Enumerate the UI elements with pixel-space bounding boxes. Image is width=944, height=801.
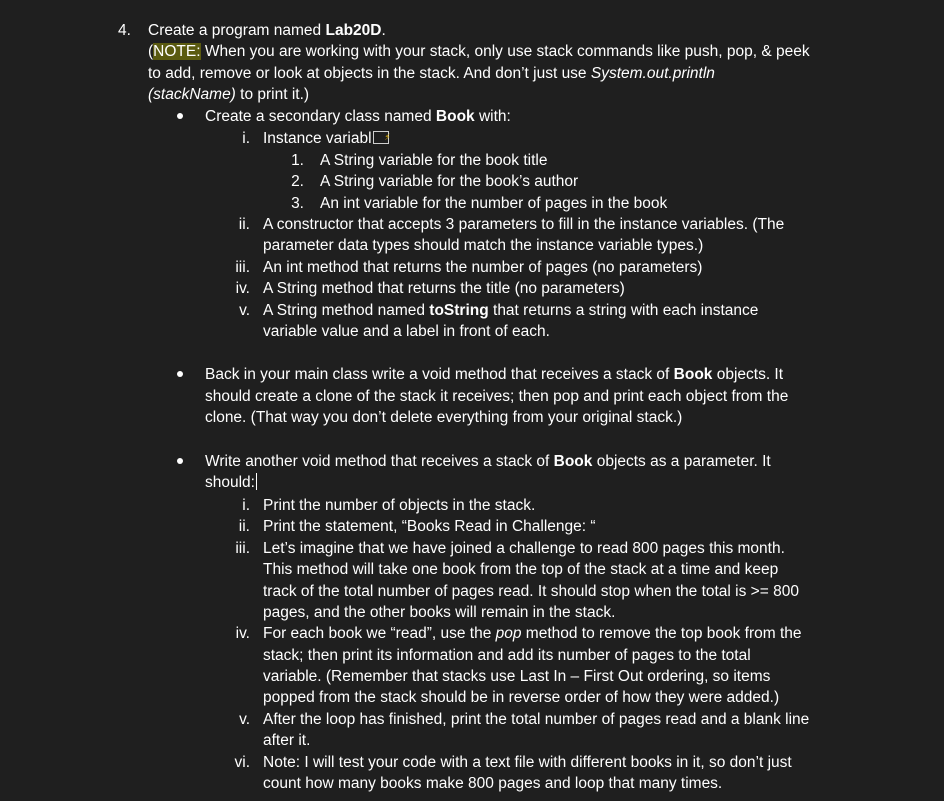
list-number: 2. (291, 173, 304, 190)
bullet3-should: should: (205, 474, 255, 491)
instance-variables-text: Instance variabl (263, 130, 372, 147)
step-pop-post: method to remove the top book from the (521, 625, 802, 642)
bullet1-pre: Create a secondary class named (205, 108, 436, 125)
constructor-line-2: parameter data types should match the instance variable types.) (263, 237, 704, 254)
tostring-method-name: toString (429, 302, 489, 319)
note-line-1 (148, 41, 810, 62)
class-name-book: Book (553, 453, 593, 470)
bullet3-pre: Write another void method that receives a stack of (205, 453, 554, 470)
tostring-line-1 (263, 300, 758, 321)
note-open: ( (148, 43, 154, 60)
step-pop-line-1 (263, 623, 802, 644)
note-text-1: When you are working with your stack, only use stack commands like push, pop, & peek (200, 43, 810, 60)
class-name-book: Book (435, 108, 475, 125)
roman-iii: iii. (235, 540, 250, 557)
step-challenge-line-3: track of the total number of pages read. It should stop when the total is >= 800 (263, 583, 799, 600)
step-pop-pre: For each book we “read”, use the (263, 625, 496, 642)
note-text-3: to print it.) (235, 86, 310, 103)
bullet3-line-2[interactable] (205, 472, 257, 493)
bullet1-post: with: (474, 108, 511, 125)
bullet2-line-1 (205, 364, 783, 385)
roman-iv: iv. (235, 625, 250, 642)
class-name-book: Book (673, 366, 713, 383)
bullet-dot (177, 113, 183, 119)
step-pop-line-3: variable. (Remember that stacks use Last In – First Out ordering, so items (263, 668, 771, 685)
bullet2-pre: Back in your main class write a void method that receives a stack of (205, 366, 674, 383)
item-number: 4. (118, 22, 131, 39)
list-number: 1. (291, 152, 304, 169)
actions-icon[interactable] (373, 131, 389, 144)
list-item: A String variable for the book’s author (320, 173, 579, 190)
roman-i: i. (242, 130, 250, 147)
bullet3-line-1 (205, 451, 771, 472)
note-line-3 (148, 84, 309, 105)
code-println: System.out.println (590, 65, 715, 82)
bullet3-post: objects as a parameter. It (592, 453, 771, 470)
title-post: . (381, 22, 386, 39)
roman-vi: vi. (234, 754, 250, 771)
tostring-pre: A String method named (263, 302, 430, 319)
step-print-statement: Print the statement, “Books Read in Challenge: “ (263, 518, 596, 535)
roman-ii: ii. (238, 518, 250, 535)
roman-ii: ii. (238, 216, 250, 233)
note-text-2: to add, remove or look at objects in the stack. And don’t just use (148, 65, 591, 82)
program-name: Lab20D (325, 22, 382, 39)
step-total-line-1: After the loop has finished, print the total number of pages read and a blank line (263, 711, 810, 728)
int-method-line: An int method that returns the number of pages (no parameters) (263, 259, 703, 276)
tostring-post: that returns a string with each instance (488, 302, 759, 319)
step-note-line-2: count how many books make 800 pages and loop that many times. (263, 775, 723, 792)
roman-i: i. (242, 497, 250, 514)
item-title (148, 20, 386, 41)
step-pop-line-2: stack; then print its information and add its number of pages to the total (263, 647, 751, 664)
list-item: A String variable for the book title (320, 152, 548, 169)
tostring-line-2: variable value and a label in front of each. (263, 323, 550, 340)
step-challenge-line-4: pages, and the other books will remain in the stack. (263, 604, 616, 621)
roman-iv: iv. (235, 280, 250, 297)
note-label-highlight: NOTE: (153, 43, 201, 60)
pop-method-name: pop (495, 625, 522, 642)
title-pre: Create a program named (148, 22, 326, 39)
bullet2-post: objects. It (712, 366, 784, 383)
text-cursor (256, 473, 257, 490)
bullet2-line-3: clone. (That way you don’t delete everything from your original stack.) (205, 409, 683, 426)
step-total-line-2: after it. (263, 732, 311, 749)
roman-v: v. (239, 302, 250, 319)
string-method-line: A String method that returns the title (no parameters) (263, 280, 625, 297)
list-item: An int variable for the number of pages in the book (320, 195, 668, 212)
step-challenge-line-2: This method will take one book from the top of the stack at a time and keep (263, 561, 779, 578)
bullet2-line-2: should create a clone of the stack it receives; then pop and print each object from the (205, 388, 789, 405)
instance-variables-heading (263, 128, 389, 149)
roman-iii: iii. (235, 259, 250, 276)
step-challenge-line-1: Let’s imagine that we have joined a challenge to read 800 pages this month. (263, 540, 785, 557)
bullet-dot (177, 458, 183, 464)
bullet-dot (177, 371, 183, 377)
roman-v: v. (239, 711, 250, 728)
step-pop-line-4: popped from the stack should be in reverse order of how they were added.) (263, 689, 780, 706)
step-print-count: Print the number of objects in the stack. (263, 497, 536, 514)
note-line-2 (148, 63, 715, 84)
bullet1-heading (205, 106, 511, 127)
step-note-line-1: Note: I will test your code with a text file with different books in it, so don’t just (263, 754, 792, 771)
list-number: 3. (291, 195, 304, 212)
constructor-line-1: A constructor that accepts 3 parameters to fill in the instance variables. (The (263, 216, 785, 233)
code-stackname: (stackName) (148, 86, 236, 103)
